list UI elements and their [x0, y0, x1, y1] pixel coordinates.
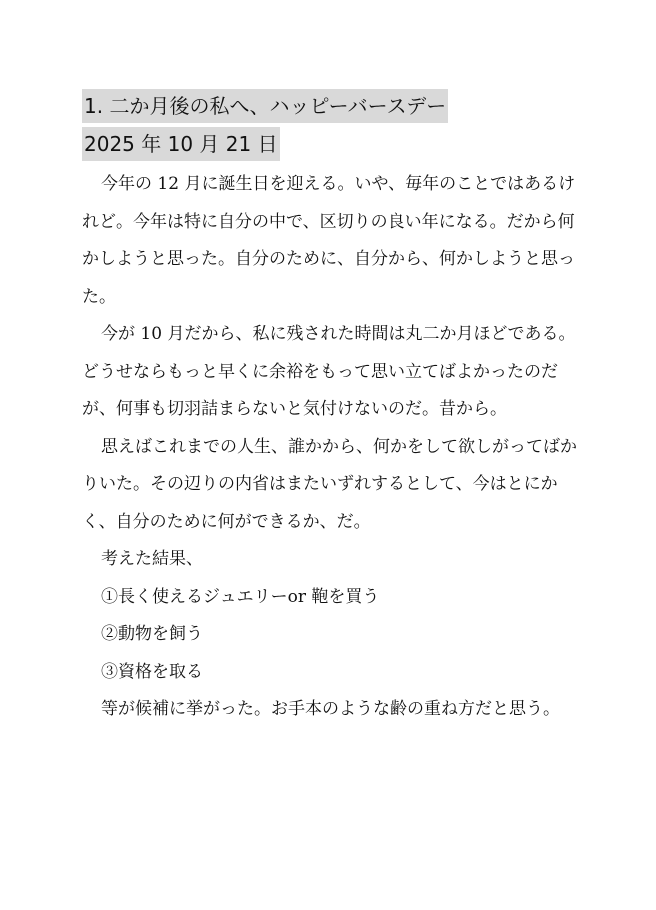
closing-paragraph: 等が候補に挙がった。お手本のような齢の重ね方だと思う。	[101, 699, 560, 719]
list-item: ③資格を取る	[101, 661, 203, 682]
paragraph-2: 今が 10 月だから、私に残された時間は丸二か月ほどである。どうせならもっと早くに余裕をもって思い立てばよかったのだが、何事も切羽詰まらないと気付けないのだ。昔から。	[82, 324, 576, 419]
document-body	[82, 166, 582, 729]
section-heading: 1. 二か月後の私へ、ハッピーバースデー	[82, 89, 448, 123]
paragraph-4: 考えた結果、	[101, 549, 203, 569]
paragraph-3: 思えばこれまでの人生、誰かから、何かをして欲しがってばかりいた。その辺りの内省はまたいずれするとして、今はとにかく、自分のために何ができるか、だ。	[82, 436, 577, 532]
list-item: ②動物を飼う	[101, 624, 203, 644]
entry-date: 2025 年 10 月 21 日	[82, 127, 280, 161]
list-item: ①長く使えるジュエリーor 鞄を買う	[101, 586, 380, 607]
paragraph-1: 今年の 12 月に誕生日を迎える。いや、毎年のことではあるけれど。今年は特に自分の中で、区切りの良い年になる。だから何かしようと思った。自分のために、自分から、何かしようと思った。	[82, 174, 576, 307]
